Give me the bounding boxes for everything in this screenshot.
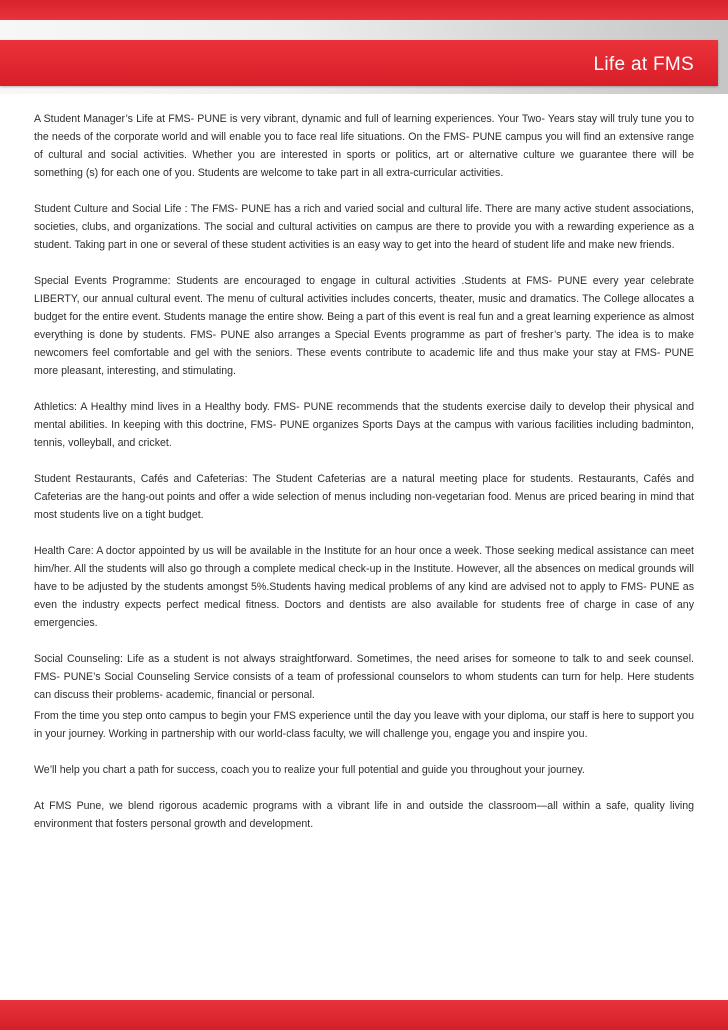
- content-body: [34, 110, 694, 833]
- chart-path-paragraph: We’ll help you chart a path for success, coach you to realize your full potential and guide you throughout your journey.: [34, 764, 585, 776]
- athletics-paragraph: Athletics: A Healthy mind lives in a Healthy body. FMS- PUNE recommends that the students exercise daily to develop their physical and mental abilities. In keeping with this doctrine, FMS- PUNE organizes Sports Days at the campus with various facilities including badminton, tennis, volleyball, and cricket.: [34, 401, 694, 449]
- student-culture-paragraph: Student Culture and Social Life : The FMS- PUNE has a rich and varied social and cultural life. There are many active student associations, societies, clubs, and organizations. The social and cultural activities on campus are there to provide you with a rewarding experience as a student. Taking part in one or several of these student activities is an easy way to get into the heard of student life and make new friends.: [34, 203, 694, 251]
- page-title: Life at FMS: [593, 54, 694, 75]
- top-red-bar: [0, 0, 728, 20]
- special-events-paragraph: Special Events Programme: Students are encouraged to engage in cultural activities .Students at FMS- PUNE every year celebrate LIBERTY, our annual cultural event. The menu of cultural activities includes concerts, theater, music and dramatics. The College allocates a budget for the entire event. Students manage the entire show. Being a part of this event is real fun and a great learning experience as almost everything is done by students. FMS- PUNE also arranges a Special Events programme as part of fresher’s party. The idea is to make newcomers feel comfortable and gel with the seniors. These events contribute to academic life and thus make your stay at FMS- PUNE more pleasant, interesting, and stimulating.: [34, 275, 694, 377]
- health-care-paragraph: Health Care: A doctor appointed by us will be available in the Institute for an hour once a week. Those seeking medical assistance can meet him/her. All the students will also go through a complete medical check-up in the Institute. However, all the absences on medical grounds will have to be adjusted by the students amongst 5%.Students having medical problems of any kind are advised not to apply to FMS- PUNE as even the industry expects perfect medical fitness. Doctors and dentists are also available for students free of charge in case of any emergencies.: [34, 545, 694, 629]
- restaurants-paragraph: Student Restaurants, Cafés and Cafeterias: The Student Cafeterias are a natural meeting place for students. Restaurants, Cafés and Cafeterias are the hang-out points and offer a wide selection of menus including non-vegetarian food. Menus are priced bearing in mind that most students live on a tight budget.: [34, 473, 694, 521]
- support-journey-paragraph: From the time you step onto campus to begin your FMS experience until the day you leave with your diploma, our staff is here to support you in your journey. Working in partnership with our world-class faculty, we will challenge you, engage you and inspire you.: [34, 710, 694, 740]
- closing-paragraph: At FMS Pune, we blend rigorous academic programs with a vibrant life in and outside the classroom—all within a safe, quality living environment that fosters personal growth and development.: [34, 800, 694, 830]
- social-counseling-paragraph: Social Counseling: Life as a student is not always straightforward. Sometimes, the need arises for someone to talk to and seek counsel. FMS- PUNE’s Social Counseling Service consists of a team of professional counselors to whom students can turn for help. Here students can discuss their problems- academic, financial or personal.: [34, 653, 694, 701]
- bottom-red-bar: [0, 1000, 728, 1030]
- intro-paragraph: A Student Manager’s Life at FMS- PUNE is very vibrant, dynamic and full of learning experiences. Your Two- Years stay will truly tune you to the needs of the corporate world and will enable you to face real life situations. On the FMS- PUNE campus you will find an extensive range of cultural and social activities. Whether you are interested in sports or politics, art or alternative culture we guarantee there will be something (s) for each one of you. Students are welcome to take part in all extra-curricular activities.: [34, 113, 694, 179]
